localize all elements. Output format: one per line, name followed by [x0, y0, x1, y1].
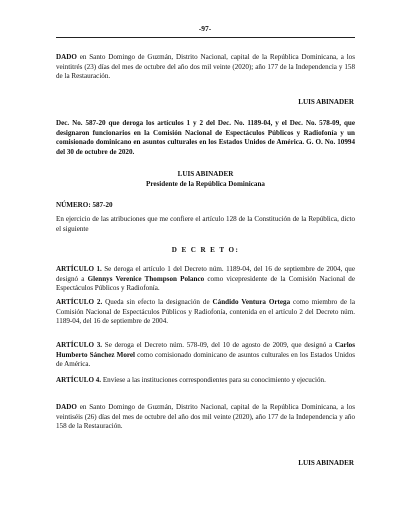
dado-text-2: en Santo Domingo de Guzmán, Distrito Nacional, capital de la República Dominicana, a los veintiséis (26) días del mes de octubre del año dos mil veinte (2020), año 177 de la Independencia y año 158 de la Restauración.	[56, 403, 355, 431]
article-4-text: Envíese a las instituciones correspondientes para su conocimiento y ejecución.	[101, 376, 326, 384]
article-4	[56, 376, 355, 386]
dado-paragraph-1	[56, 53, 355, 82]
article-2-label: ARTÍCULO 2.	[56, 298, 103, 306]
article-3	[56, 341, 355, 370]
preamble: En ejercicio de las atribuciones que me confiere el artículo 128 de la Constitución de la República, dicto el siguiente	[56, 215, 355, 233]
article-3-text-a: Se deroga el Decreto núm. 578-09, del 10 de agosto de 2009, que designó a	[102, 341, 335, 349]
president-name: LUIS ABINADER	[177, 170, 234, 178]
header-rule	[56, 37, 355, 38]
decreto-title: D E C R E T O:	[171, 246, 240, 254]
dado-lead-2: DADO	[56, 403, 77, 411]
decree-heading: Dec. No. 587-20 que deroga los artículos 1 y 2 del Dec. No. 1189-04, y el Dec. No. 578-09, que designaron funcionarios en la Comisión Nacional de Espectáculos Públicos y Radiofonía y un comisionado dominicano en asuntos culturales en los Estados Unidos de América. G. O. No. 10994 del 30 de octubre de 2020.	[56, 119, 355, 156]
article-1-text-a: Se deroga el artículo 1 del Decreto núm. 1189-04, del 16 de septiembre de 2004, que designó a	[56, 265, 355, 283]
signature-1: LUIS ABINADER	[298, 98, 354, 106]
article-2-text-a: Queda sin efecto la designación de	[102, 298, 213, 306]
article-2	[56, 298, 355, 327]
president-title: Presidente de la República Dominicana	[146, 179, 265, 188]
article-1-name: Glennys Verenice Thompson Polanco	[87, 274, 205, 283]
dado-text: en Santo Domingo de Guzmán, Distrito Nacional, capital de la República Dominicana, a los veintitrés (23) días del mes de octubre del año dos mil veinte (2020); año 177 de la Independencia y 158 de la Restauración.	[56, 53, 355, 81]
article-1-text-b: como vicepresidente de la Comisión Nacional de Espectáculos Públicos y Radiofonía.	[56, 274, 355, 293]
article-3-name: Carlos Humberto Sánchez Morel	[56, 341, 355, 359]
dado-lead: DADO	[56, 53, 77, 61]
page-number: -97-	[198, 24, 212, 33]
article-1-label: ARTÍCULO 1.	[56, 265, 102, 273]
article-3-text-b: como comisionado dominicano de asuntos culturales en los Estados Unidos de América.	[56, 350, 355, 369]
article-1	[56, 265, 355, 294]
signature-2: LUIS ABINADER	[298, 459, 354, 467]
article-2-name: Cándido Ventura Ortega	[212, 298, 291, 306]
dado-paragraph-2	[56, 403, 355, 432]
article-3-label: ARTÍCULO 3.	[56, 341, 103, 349]
decree-number: NÚMERO: 587-20	[56, 201, 113, 209]
article-2-text-b: como miembro de la Comisión Nacional de Espectáculos Públicos y Radiofonía, contenida en el artículo 2 del Decreto núm. 1189-04, del 16 de septiembre de 2004.	[56, 298, 356, 326]
article-4-label: ARTÍCULO 4.	[56, 376, 102, 384]
